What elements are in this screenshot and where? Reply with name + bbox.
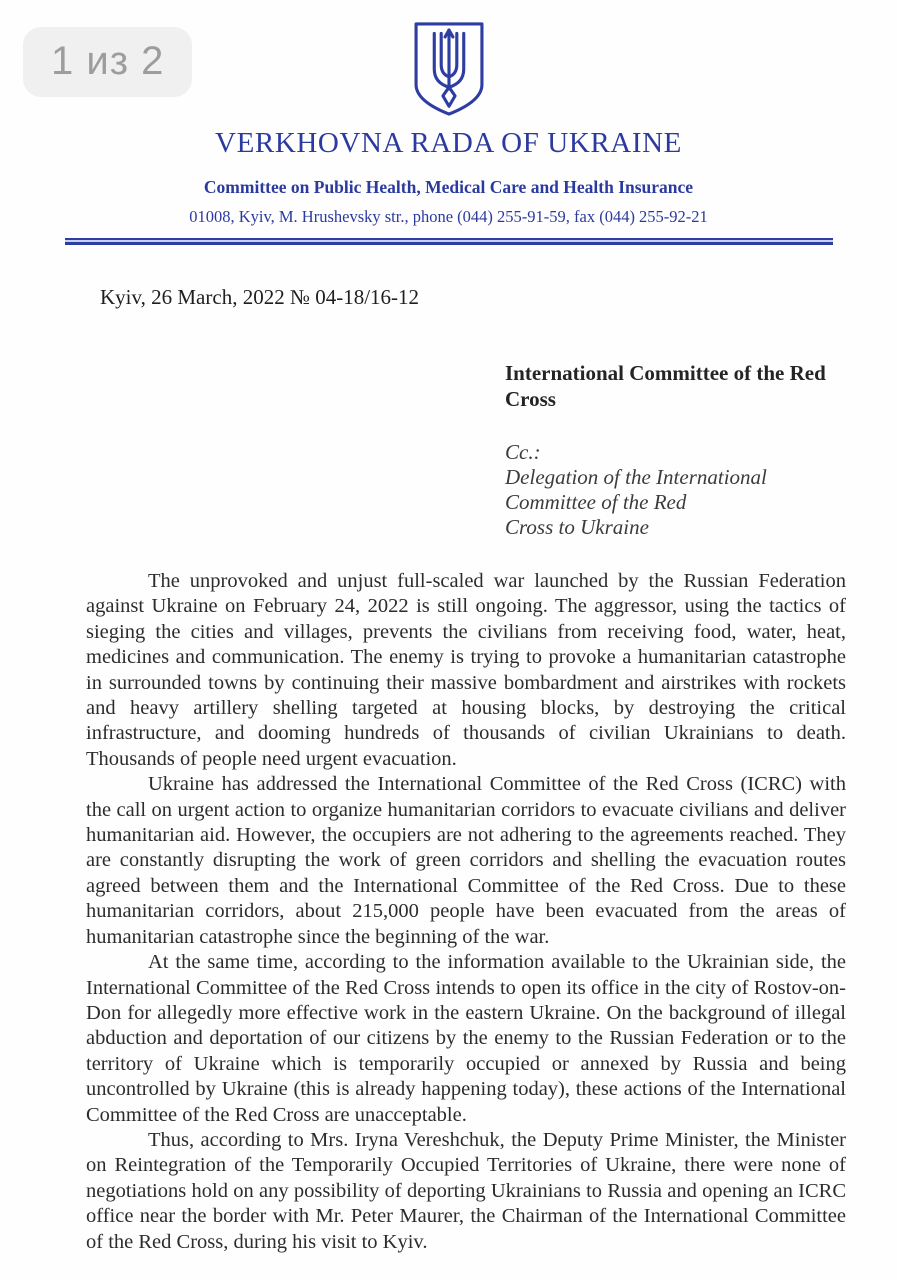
cc-line: Delegation of the International (505, 465, 767, 489)
body-paragraph: At the same time, according to the information available to the Ukrainian side, the International Committee of the Red Cross intends to open its office in the city of Rostov-on-Don for allegedly more effective work in the eastern Ukraine. On the background of illegal abduction and deportation of our citizens by the enemy to the Russian Federation or to the territory of Ukraine which is temporarily occupied or annexed by Russia and being uncontrolled by Ukraine (this is already happening today), these actions of the International Committee of the Red Cross are unacceptable. (86, 951, 846, 1126)
cc-label: Cc.: (505, 440, 541, 464)
recipient-name: International Committee of the Red Cross (505, 361, 826, 411)
org-title: VERKHOVNA RADA OF UKRAINE (215, 127, 682, 159)
ukraine-trident-emblem-icon (410, 20, 488, 123)
body-paragraph: Ukraine has addressed the International Committee of the Red Cross (ICRC) with the call on urgent action to organize humanitarian corridors to evacuate civilians and deliver humanitarian aid. However, the occupiers are not adhering to the agreements reached. They are constantly disrupting the work of green corridors and shelling the evacuation routes agreed between them and the International Committee of the Red Cross. Due to these humanitarian corridors, about 215,000 people have been evacuated from the areas of humanitarian catastrophe since the beginning of the war. (86, 773, 846, 948)
cc-line: Cross to Ukraine (505, 515, 649, 539)
body-paragraph: Thus, according to Mrs. Iryna Vereshchuk, the Deputy Prime Minister, the Minister on Reintegration of the Temporarily Occupied Territories of Ukraine, there were none of negotiations hold on any possibility of deporting Ukrainians to Russia and opening an ICRC office near the border with Mr. Peter Maurer, the Chairman of the International Committee of the Red Cross, during his visit to Kyiv. (86, 1128, 846, 1253)
letterhead-divider (65, 238, 833, 245)
body-paragraph: The unprovoked and unjust full-scaled war launched by the Russian Federation against Ukraine on February 24, 2022 is still ongoing. The aggressor, using the tactics of sieging the cities and villages, prevents the civilians from receiving food, water, heat, medicines and communication. The enemy is trying to provoke a humanitarian catastrophe in surrounded towns by continuing their massive bombardment and airstrikes with rockets and heavy artillery shelling targeted at housing blocks, by destroying the critical infrastructure, and dooming hundreds of thousands of civilian Ukrainians to death. Thousands of people need urgent evacuation. (86, 570, 846, 770)
cc-block (505, 440, 850, 540)
committee-name: Committee on Public Health, Medical Care and Health Insurance (203, 177, 694, 197)
date-reference-line: Kyiv, 26 March, 2022 № 04-18/16-12 (100, 285, 420, 309)
org-address-line: 01008, Kyiv, M. Hrushevsky str., phone (044) 255-91-59, fax (044) 255-92-21 (189, 207, 708, 226)
page-indicator-badge: 1 из 2 (23, 27, 192, 97)
letter-body (86, 569, 846, 1255)
cc-line: Committee of the Red (505, 490, 687, 514)
